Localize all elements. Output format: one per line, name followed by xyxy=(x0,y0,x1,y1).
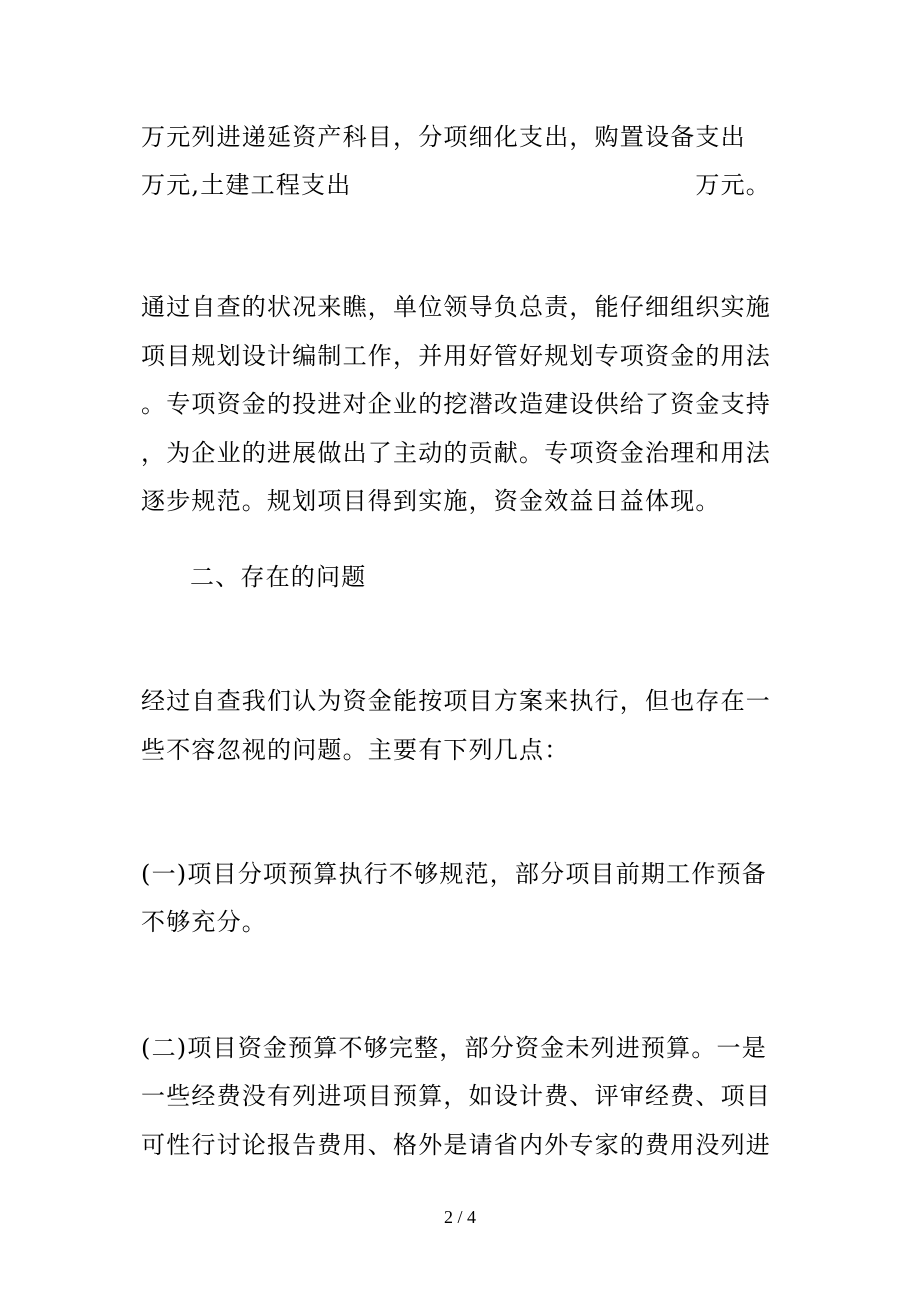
text-line: 些不容忽视的问题。主要有下列几点： xyxy=(141,736,570,764)
text-segment: 万元。 xyxy=(695,171,771,199)
text-line: 项目规划设计编制工作，并用好管好规划专项资金的用法 xyxy=(141,342,771,370)
text-line: 万元列进递延资产科目，分项细化支出，购置设备支出 xyxy=(141,123,746,151)
text-line: ，为企业的进展做出了主动的贡献。专项资金治理和用法 xyxy=(141,439,771,467)
page-number: 2 / 4 xyxy=(443,1207,476,1227)
text-line: 一些经费没有列进项目预算，如设计费、评审经费、项目 xyxy=(141,1082,771,1110)
text-line: 逐步规范。规划项目得到实施，资金效益日益体现。 xyxy=(141,487,721,515)
text-line: (一)项目分项预算执行不够规范，部分项目前期工作预备 xyxy=(141,860,767,888)
text-line: (二)项目资金预算不够完整，部分资金未列进预算。一是 xyxy=(141,1034,767,1062)
text-line xyxy=(141,170,771,200)
text-segment: 万元,土建工程支出 xyxy=(141,171,352,199)
text-line: 通过自查的状况来瞧，单位领导负总责，能仔细组织实施 xyxy=(141,293,771,321)
section-heading: 二、存在的问题 xyxy=(190,563,367,591)
text-line: 不够充分。 xyxy=(141,908,267,936)
text-line: 。专项资金的投进对企业的挖潜改造建设供给了资金支持 xyxy=(141,390,771,418)
text-line: 可性行讨论报告费用、格外是请省内外专家的费用没列进 xyxy=(141,1131,771,1159)
text-line: 经过自查我们认为资金能按项目方案来执行，但也存在一 xyxy=(141,687,771,715)
